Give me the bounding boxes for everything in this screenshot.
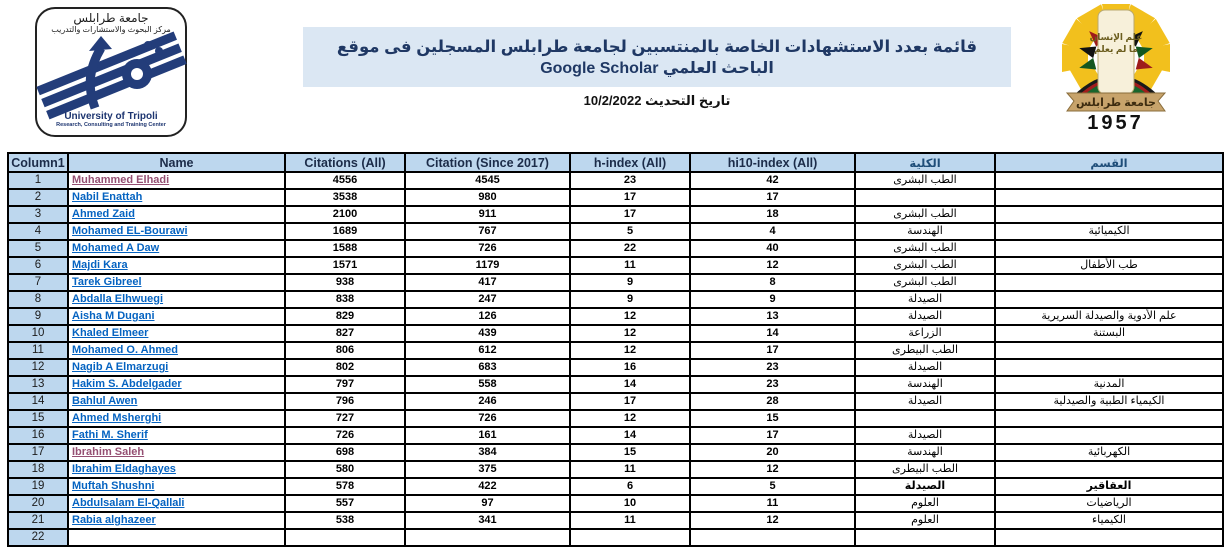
h-index-cell: 15 xyxy=(570,444,690,461)
rank-cell: 15 xyxy=(8,410,68,427)
college-cell: الصيدلة xyxy=(855,427,995,444)
hi10-index-cell: 12 xyxy=(690,257,855,274)
citations-2017-cell: 375 xyxy=(405,461,570,478)
table-row xyxy=(8,478,1223,495)
scholar-profile-link[interactable]: Abdalla Elhwuegi xyxy=(72,293,164,305)
rank-cell: 3 xyxy=(8,206,68,223)
hi10-index-cell: 5 xyxy=(690,478,855,495)
table-row xyxy=(8,189,1223,206)
table-row xyxy=(8,359,1223,376)
citations-2017-cell xyxy=(405,529,570,546)
rank-cell: 16 xyxy=(8,427,68,444)
h-index-cell: 11 xyxy=(570,257,690,274)
hi10-index-cell: 18 xyxy=(690,206,855,223)
citations-2017-cell: 97 xyxy=(405,495,570,512)
name-cell xyxy=(68,257,285,274)
col-header-name: Name xyxy=(68,153,285,172)
name-cell xyxy=(68,359,285,376)
name-cell xyxy=(68,172,285,189)
citations-all-cell: 727 xyxy=(285,410,405,427)
citations-all-cell: 557 xyxy=(285,495,405,512)
rank-cell: 10 xyxy=(8,325,68,342)
department-cell: علم الأدوية والصيدلة السريرية xyxy=(995,308,1223,325)
citations-all-cell: 797 xyxy=(285,376,405,393)
name-cell xyxy=(68,240,285,257)
rank-cell: 21 xyxy=(8,512,68,529)
rank-cell: 18 xyxy=(8,461,68,478)
table-row xyxy=(8,206,1223,223)
h-index-cell: 17 xyxy=(570,393,690,410)
department-cell xyxy=(995,529,1223,546)
citations-table-body xyxy=(8,172,1223,546)
rank-cell: 17 xyxy=(8,444,68,461)
citations-all-cell: 827 xyxy=(285,325,405,342)
name-cell xyxy=(68,478,285,495)
college-cell: الهندسة xyxy=(855,223,995,240)
h-index-cell: 6 xyxy=(570,478,690,495)
name-cell xyxy=(68,495,285,512)
scholar-profile-link[interactable]: Ahmed Zaid xyxy=(72,208,135,220)
h-index-cell xyxy=(570,529,690,546)
department-cell xyxy=(995,410,1223,427)
college-cell: الصيدلة xyxy=(855,393,995,410)
table-row xyxy=(8,410,1223,427)
hi10-index-cell: 42 xyxy=(690,172,855,189)
rctc-logo xyxy=(35,7,187,137)
table-row xyxy=(8,529,1223,546)
name-cell xyxy=(68,529,285,546)
hi10-index-cell: 17 xyxy=(690,342,855,359)
citations-all-cell: 3538 xyxy=(285,189,405,206)
scholar-profile-link[interactable]: Majdi Kara xyxy=(72,259,128,271)
scholar-profile-link[interactable]: Fathi M. Sherif xyxy=(72,429,148,441)
h-index-cell: 23 xyxy=(570,172,690,189)
rank-cell: 20 xyxy=(8,495,68,512)
hi10-index-cell xyxy=(690,529,855,546)
h-index-cell: 12 xyxy=(570,308,690,325)
table-row xyxy=(8,342,1223,359)
col-header-college: الكلية xyxy=(855,153,995,172)
college-cell: الطب البشرى xyxy=(855,240,995,257)
scholar-profile-link[interactable]: Abdulsalam El-Qallali xyxy=(72,497,185,509)
table-row xyxy=(8,257,1223,274)
department-cell: الكيمياء xyxy=(995,512,1223,529)
citations-all-cell: 578 xyxy=(285,478,405,495)
citations-2017-cell: 767 xyxy=(405,223,570,240)
table-row xyxy=(8,274,1223,291)
scholar-profile-link[interactable]: Tarek Gibreel xyxy=(72,276,142,288)
table-row xyxy=(8,461,1223,478)
citations-2017-cell: 247 xyxy=(405,291,570,308)
scholar-profile-link[interactable]: Mohamed A Daw xyxy=(72,242,160,254)
h-index-cell: 9 xyxy=(570,291,690,308)
college-cell: الطب البيطرى xyxy=(855,461,995,478)
rctc-logo-arabic-title: جامعة طرابلس xyxy=(73,11,149,25)
name-cell xyxy=(68,189,285,206)
citations-all-cell: 726 xyxy=(285,427,405,444)
rank-cell: 9 xyxy=(8,308,68,325)
name-cell xyxy=(68,410,285,427)
rank-cell: 12 xyxy=(8,359,68,376)
university-seal-icon xyxy=(1041,0,1191,118)
col-header-citations-2017: Citation (Since 2017) xyxy=(405,153,570,172)
citations-all-cell xyxy=(285,529,405,546)
h-index-cell: 17 xyxy=(570,189,690,206)
rank-cell: 1 xyxy=(8,172,68,189)
department-cell xyxy=(995,427,1223,444)
rank-cell: 19 xyxy=(8,478,68,495)
citations-2017-cell: 1179 xyxy=(405,257,570,274)
hi10-index-cell: 40 xyxy=(690,240,855,257)
scholar-profile-link[interactable]: Khaled Elmeer xyxy=(72,327,149,339)
table-row xyxy=(8,172,1223,189)
department-cell: الكيمياء الطبية والصيدلية xyxy=(995,393,1223,410)
table-row xyxy=(8,427,1223,444)
college-cell: الزراعة xyxy=(855,325,995,342)
rctc-logo-name-en: University of Tripoli xyxy=(64,111,158,122)
department-cell: العقاقير xyxy=(995,478,1223,495)
page-title-line1: قائمة بعدد الاستشهادات الخاصة بالمنتسبين لجامعة طرابلس المسجلين فى موقع xyxy=(336,37,978,56)
citations-all-cell: 838 xyxy=(285,291,405,308)
table-row xyxy=(8,223,1223,240)
rank-cell: 22 xyxy=(8,529,68,546)
hi10-index-cell: 17 xyxy=(690,189,855,206)
svg-text:ما لم يعلم: ما لم يعلم xyxy=(1093,44,1138,54)
hi10-index-cell: 23 xyxy=(690,359,855,376)
name-cell xyxy=(68,325,285,342)
department-cell: الكيميائية xyxy=(995,223,1223,240)
citations-2017-cell: 911 xyxy=(405,206,570,223)
scholar-profile-link[interactable]: Mohamed EL-Bourawi xyxy=(72,225,188,237)
hi10-index-cell: 11 xyxy=(690,495,855,512)
citations-2017-cell: 439 xyxy=(405,325,570,342)
citations-2017-cell: 341 xyxy=(405,512,570,529)
h-index-cell: 11 xyxy=(570,461,690,478)
college-cell: العلوم xyxy=(855,512,995,529)
scholar-profile-link[interactable]: Bahlul Awen xyxy=(72,395,138,407)
scholar-profile-link[interactable]: Muhammed Elhadi xyxy=(72,174,170,186)
college-cell xyxy=(855,529,995,546)
h-index-cell: 14 xyxy=(570,427,690,444)
h-index-cell: 5 xyxy=(570,223,690,240)
table-row xyxy=(8,240,1223,257)
name-cell xyxy=(68,461,285,478)
name-cell xyxy=(68,206,285,223)
college-cell: الطب البشرى xyxy=(855,206,995,223)
citations-2017-cell: 4545 xyxy=(405,172,570,189)
hi10-index-cell: 17 xyxy=(690,427,855,444)
update-date: تاريخ التحديث 10/2/2022 xyxy=(583,93,731,108)
rank-cell: 5 xyxy=(8,240,68,257)
table-row xyxy=(8,512,1223,529)
svg-text:علم الإنسان: علم الإنسان xyxy=(1089,32,1142,42)
h-index-cell: 12 xyxy=(570,410,690,427)
department-cell xyxy=(995,206,1223,223)
table-row xyxy=(8,495,1223,512)
citations-all-cell: 806 xyxy=(285,342,405,359)
rank-cell: 14 xyxy=(8,393,68,410)
scholar-profile-link[interactable]: Muftah Shushni xyxy=(72,480,155,492)
citations-all-cell: 538 xyxy=(285,512,405,529)
name-cell xyxy=(68,308,285,325)
citations-2017-cell: 417 xyxy=(405,274,570,291)
rank-cell: 11 xyxy=(8,342,68,359)
hi10-index-cell: 13 xyxy=(690,308,855,325)
col-header-citations-all: Citations (All) xyxy=(285,153,405,172)
rank-cell: 6 xyxy=(8,257,68,274)
college-cell: الصيدلة xyxy=(855,291,995,308)
name-cell xyxy=(68,223,285,240)
scholar-profile-link[interactable]: Aisha M Dugani xyxy=(72,310,155,322)
h-index-cell: 11 xyxy=(570,512,690,529)
scholar-profile-link[interactable]: Rabia alghazeer xyxy=(72,514,156,526)
scholar-profile-link[interactable]: Nagib A Elmarzugi xyxy=(72,361,169,373)
name-cell xyxy=(68,427,285,444)
hi10-index-cell: 20 xyxy=(690,444,855,461)
rank-cell: 2 xyxy=(8,189,68,206)
citations-all-cell: 802 xyxy=(285,359,405,376)
department-cell: الكهربائية xyxy=(995,444,1223,461)
table-row xyxy=(8,393,1223,410)
citations-all-cell: 1588 xyxy=(285,240,405,257)
department-cell xyxy=(995,172,1223,189)
arrow-emblem-icon xyxy=(45,34,177,110)
college-cell: الصيدلة xyxy=(855,308,995,325)
table-row xyxy=(8,308,1223,325)
university-seal xyxy=(1038,0,1193,148)
hi10-index-cell: 12 xyxy=(690,512,855,529)
name-cell xyxy=(68,393,285,410)
college-cell: الصيدلة xyxy=(855,478,995,495)
hi10-index-cell: 12 xyxy=(690,461,855,478)
citations-all-cell: 829 xyxy=(285,308,405,325)
page-title-line2: الباحث العلمي Google Scholar xyxy=(540,59,774,77)
department-cell xyxy=(995,342,1223,359)
name-cell xyxy=(68,376,285,393)
department-cell xyxy=(995,359,1223,376)
department-cell xyxy=(995,274,1223,291)
col-header-rank: Column1 xyxy=(8,153,68,172)
citations-all-cell: 698 xyxy=(285,444,405,461)
col-header-h-index: h-index (All) xyxy=(570,153,690,172)
citations-2017-cell: 726 xyxy=(405,240,570,257)
hi10-index-cell: 28 xyxy=(690,393,855,410)
citations-2017-cell: 161 xyxy=(405,427,570,444)
name-cell xyxy=(68,274,285,291)
department-cell: طب الأطفال xyxy=(995,257,1223,274)
citations-2017-cell: 612 xyxy=(405,342,570,359)
citations-2017-cell: 683 xyxy=(405,359,570,376)
col-header-department: القسم xyxy=(995,153,1223,172)
citations-2017-cell: 384 xyxy=(405,444,570,461)
citations-all-cell: 1571 xyxy=(285,257,405,274)
rank-cell: 13 xyxy=(8,376,68,393)
college-cell: العلوم xyxy=(855,495,995,512)
college-cell xyxy=(855,410,995,427)
h-index-cell: 14 xyxy=(570,376,690,393)
citations-2017-cell: 980 xyxy=(405,189,570,206)
department-cell: المدنية xyxy=(995,376,1223,393)
department-cell xyxy=(995,240,1223,257)
college-cell xyxy=(855,189,995,206)
table-row xyxy=(8,376,1223,393)
citations-all-cell: 580 xyxy=(285,461,405,478)
rank-cell: 8 xyxy=(8,291,68,308)
scholar-profile-link[interactable]: Nabil Enattah xyxy=(72,191,143,203)
citations-2017-cell: 558 xyxy=(405,376,570,393)
department-cell: الرياضيات xyxy=(995,495,1223,512)
name-cell xyxy=(68,291,285,308)
citations-all-cell: 796 xyxy=(285,393,405,410)
rctc-logo-subtitle-en: Research, Consulting and Training Center xyxy=(56,122,166,128)
citations-all-cell: 1689 xyxy=(285,223,405,240)
college-cell: الطب البشرى xyxy=(855,257,995,274)
scholar-profile-link[interactable]: Mohamed O. Ahmed xyxy=(72,344,178,356)
department-cell xyxy=(995,189,1223,206)
table-row xyxy=(8,444,1223,461)
name-cell xyxy=(68,342,285,359)
citations-2017-cell: 126 xyxy=(405,308,570,325)
hi10-index-cell: 9 xyxy=(690,291,855,308)
hi10-index-cell: 15 xyxy=(690,410,855,427)
scholar-profile-link[interactable]: Hakim S. Abdelgader xyxy=(72,378,182,390)
citations-table xyxy=(7,152,1224,547)
department-cell: البستنة xyxy=(995,325,1223,342)
department-cell xyxy=(995,291,1223,308)
h-index-cell: 12 xyxy=(570,342,690,359)
hi10-index-cell: 14 xyxy=(690,325,855,342)
col-header-hi10-index: hi10-index (All) xyxy=(690,153,855,172)
table-header-row xyxy=(8,153,1223,172)
college-cell: الطب البيطرى xyxy=(855,342,995,359)
name-cell xyxy=(68,444,285,461)
h-index-cell: 10 xyxy=(570,495,690,512)
college-cell: الصيدلة xyxy=(855,359,995,376)
college-cell: الهندسة xyxy=(855,376,995,393)
svg-text:جامعة طرابلس: جامعة طرابلس xyxy=(1075,97,1156,109)
page-title xyxy=(303,27,1011,87)
citations-all-cell: 938 xyxy=(285,274,405,291)
name-cell xyxy=(68,512,285,529)
rank-cell: 7 xyxy=(8,274,68,291)
h-index-cell: 9 xyxy=(570,274,690,291)
citations-2017-cell: 726 xyxy=(405,410,570,427)
college-cell: الطب البشرى xyxy=(855,172,995,189)
hi10-index-cell: 4 xyxy=(690,223,855,240)
college-cell: الطب البشرى xyxy=(855,274,995,291)
hi10-index-cell: 8 xyxy=(690,274,855,291)
h-index-cell: 17 xyxy=(570,206,690,223)
founding-year: 1957 xyxy=(1087,112,1144,134)
scholar-profile-link[interactable]: Ahmed Msherghi xyxy=(72,412,162,424)
citations-2017-cell: 422 xyxy=(405,478,570,495)
college-cell: الهندسة xyxy=(855,444,995,461)
table-row xyxy=(8,325,1223,342)
citations-all-cell: 4556 xyxy=(285,172,405,189)
hi10-index-cell: 23 xyxy=(690,376,855,393)
rank-cell: 4 xyxy=(8,223,68,240)
table-row xyxy=(8,291,1223,308)
h-index-cell: 16 xyxy=(570,359,690,376)
rctc-logo-arabic-subtitle: مركز البحوث والاستشارات والتدريب xyxy=(51,25,171,34)
citations-2017-cell: 246 xyxy=(405,393,570,410)
scholar-profile-link[interactable]: Ibrahim Saleh xyxy=(72,446,145,458)
citations-all-cell: 2100 xyxy=(285,206,405,223)
scholar-profile-link[interactable]: Ibrahim Eldaghayes xyxy=(72,463,176,475)
department-cell xyxy=(995,461,1223,478)
h-index-cell: 22 xyxy=(570,240,690,257)
h-index-cell: 12 xyxy=(570,325,690,342)
